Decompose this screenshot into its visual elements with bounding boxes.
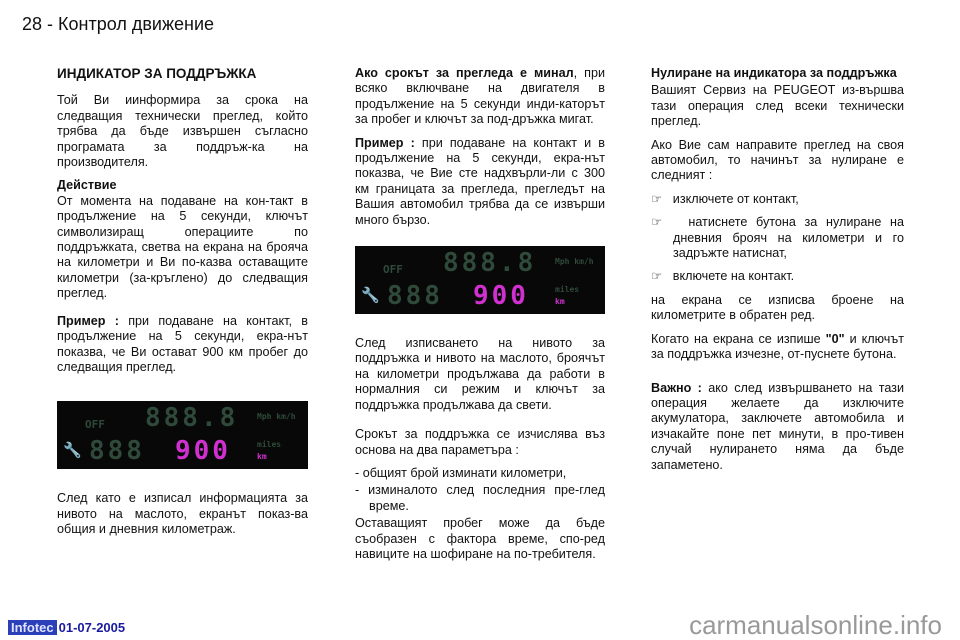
after-text: След като е изписал информацията за нивото на маслото, екранът показ-ва общия и дневния километраж. [57, 491, 308, 537]
example: Пример : при подаване на контакт, в продължение на 5 секунди, екра-нът показва, че Ви остават 900 км пробег до следващия преглед. [57, 313, 308, 374]
infotec-logo: Infotec [8, 620, 57, 635]
off-label: OFF [383, 263, 403, 277]
step-item: ☞ натиснете бутона за нулиране на дневния брояч на километри и го задръжте натиснат, [651, 215, 904, 261]
unit-speed: Mph km/h [555, 257, 594, 267]
reset-p1: Вашият Сервиз на PEUGEOT из-вършва тази операция след всеки технически преглед. [651, 83, 904, 129]
column-2 [355, 66, 605, 570]
step-item: ☞ включете на контакт. [651, 269, 795, 284]
unit-km: km [257, 452, 267, 462]
off-label: OFF [85, 418, 105, 432]
page-title: Контрол движение [58, 14, 215, 34]
bottom-digits-dim: 888 [387, 281, 443, 312]
page-number: 28 [22, 14, 43, 34]
calc-text: Срокът за поддръжка се изчислява въз основа на два параметъра : [355, 427, 605, 457]
action-text: От момента на подаване на кон-такт в продължение на 5 секунди, ключът символизиращ операциите по поддръжката, светва на екрана на брояча на километри и Ви по-казва оставащите километри (за-кръглено) до следващия преглед. [57, 193, 308, 301]
unit-miles: miles [555, 285, 580, 295]
footer [8, 620, 125, 635]
reset-title: Нулиране на индикатора за поддръжка [651, 66, 897, 80]
overdue-text: Ако срокът за прегледа е минал, при всяко включване на двигателя в продължение на 5 секунди инди-каторът за пробег и ключът за под-дръжка мигат. [355, 66, 605, 127]
action-title: Действие [57, 178, 117, 193]
unit-miles: miles [257, 440, 282, 450]
intro: Той Ви иинформира за срока на следващия технически преглед, който трябва да бъде извършен съгласно програмата за поддръж-ка на производителя. [57, 93, 308, 170]
page-header: 28 - Контрол движение [22, 14, 215, 34]
odometer-display-overdue [355, 246, 605, 314]
section-title: ИНДИКАТОР ЗА ПОДДРЪЖКА [57, 66, 257, 81]
watermark: carmanualsonline.info [689, 610, 942, 640]
top-digits: 888.8 [443, 248, 537, 279]
remaining-text: Оставащият пробег може да бъде съобразен с фактора време, спо-ред навиците на шофиране на по-требителя. [355, 516, 605, 561]
unit-km: km [555, 297, 565, 307]
after-text-2: След изписването на нивото за поддръжка и нивото на маслото, броячът на километри продължава да работи в нормалния си режим и ключът за поддръжка продължава да свети. [355, 336, 605, 412]
step-item: ☞ изключете от контакт, [651, 191, 799, 206]
bottom-digits-dim: 888 [89, 436, 145, 467]
important-note: Важно : ако след извършването на тази операция желаете да изключите акумулатора, заключете автомобила и изчакайте поне пет минути, в про-тивен случай нулирането няма да бъде запаметено. [651, 380, 904, 472]
column-1 [57, 66, 308, 546]
param-item: - изминалото след последния пре-глед време. [355, 483, 605, 513]
example-2: Пример : при подаване на контакт и в продължение на 5 секунди, екра-нът показва, че Вие сте надхвърли-ли с 300 км границата за прегледа, прегледът на Вашия автомобил трябва да се извърши много бързо. [355, 135, 605, 227]
top-digits: 888.8 [145, 403, 239, 434]
footer-date: 01-07-2005 [58, 620, 126, 635]
reset-p2: Ако Вие сам направите преглед на своя автомобил, то начинът за нулиране е следният : [651, 137, 904, 183]
reset-p3: на екрана се изписва броене на километрите в обратен ред. [651, 292, 904, 323]
odometer-display-900 [57, 401, 308, 469]
column-3 [651, 66, 904, 481]
reset-p4: Когато на екрана се изпише "0" и ключът за поддръжка изчезне, от-пуснете бутона. [651, 331, 904, 362]
unit-speed: Mph km/h [257, 412, 296, 422]
wrench-icon: 🔧 [63, 441, 85, 460]
param-item: - общият брой изминати километри, [355, 465, 567, 480]
bottom-digits-lit: 900 [175, 436, 231, 467]
wrench-icon: 🔧 [361, 286, 383, 305]
bottom-digits-lit: 900 [473, 281, 529, 312]
